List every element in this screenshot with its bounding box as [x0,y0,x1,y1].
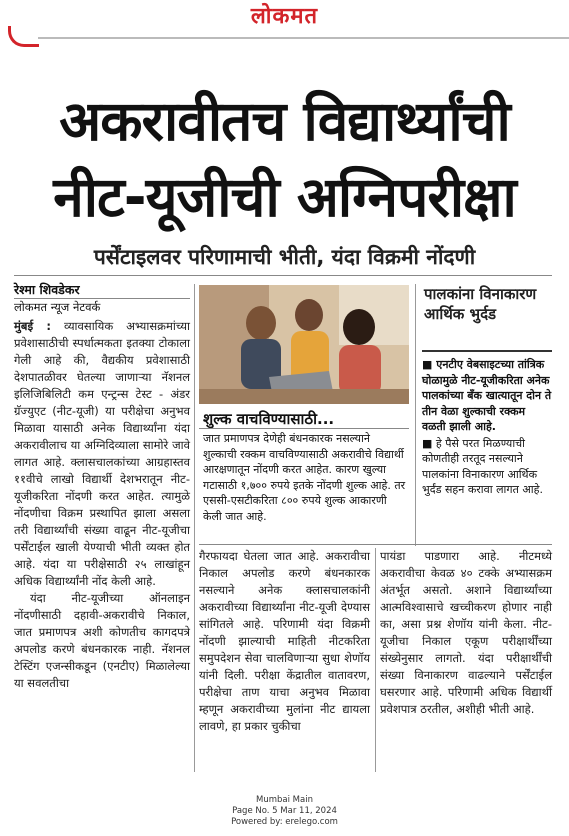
footer-powered-by[interactable]: Powered by: erelego.com [231,817,338,827]
bullet-square-icon: ■ [422,358,437,371]
sidebar-heading: पालकांना विनाकारण आर्थिक भुर्दड [424,285,537,323]
box-title-rule [199,428,409,429]
sidebar-bullet-1 [422,357,552,435]
lower-rule [199,544,552,545]
photo-illustration [199,285,409,404]
sidebar-bullets [422,357,552,499]
sidebar-bullet-2 [422,436,552,498]
sidebar-heading-rule [422,350,552,352]
column1-paragraph-1: व्यावसायिक अभ्यासक्रमांच्या प्रवेशासाठीची स्पर्धात्मकता इतक्या टोकाला गेली आहे की, वैद्यकीय प्रवेशासाठी देशपातळीवर घेतल्या जाणाऱ्या नॅशनल इलिजिबिलिटी कम एन्ट्रन्स टेस्ट - अंडर ग्रॅज्युएट (नीट-यूजी) या परीक्षेचा अनुभव मिळावा यासाठी अनेक विद्यार्थ्यांना यंदा अकरावीलाच या अग्निदिव्याला सामोरे जावे लागत आहे. क्लासचालकांच्या आग्रहास्तव ११वीचे लाखो विद्यार्थी देशभरातून नीट-यूजीकरिता नोंदणी करत आहेत. त्यामुळे नोंदणीचा विक्रम प्रस्थापित झाला असला तरी विद्यार्थ्यांची संख्या वाढून नीट-यूजीचा पर्सेंटाईल खाली येण्याची भीती व्यक्त होत आहे. यंदा या परीक्षेसाठी २५ लाखांहून अधिक विद्यार्थ्यांनी नोंद केली आहे. [14,319,190,588]
column-divider-2 [375,548,376,772]
bullet-square-icon: ■ [422,436,436,450]
subhead-rule [14,275,552,276]
byline-author: रेश्मा शिवडेकर [14,282,80,297]
box-title: शुल्क वाचविण्यासाठी... [203,410,335,428]
column1-paragraph-2: यंदा नीट-यूजीच्या ऑनलाइन नोंदणीसाठी दहावी-अकरावीचे निकाल, जात प्रमाणपत्र अशी कोणतीच कागदपत्रे अपलोड करणे बंधनकारक नाही. नॅशनल टेस्टिंग एजन्सीकडून (एनटीए) मिळालेल्या या सवलतीचा [14,591,190,690]
footer-edition: Mumbai Main [256,795,313,805]
byline-rule [14,298,190,299]
subheadline: पर्सेंटाइलवर परिणामाची भीती, यंदा विक्रमी नोंदणी [93,245,476,269]
headline-line-1: अकरावीतच विद्यार्थ्यांची [59,89,510,153]
headline-line-2: नीट-यूजीची अग्निपरीक्षा [53,165,516,229]
sidebar-bullet-1-text: एनटीए वेबसाइटच्या तांत्रिक घोळामुळे नीट-यूजीकरिता अनेक पालकांच्या बँक खात्यातून दोन ते तीन वेळा शुल्काची रक्कम वळती झाली आहे. [422,358,552,433]
box-body: जात प्रमाणपत्र देणेही बंधनकारक नसल्याने शुल्काची रक्कम वाचविण्यासाठी अकरावीचे विद्यार्थी आरक्षणातून नोंदणी करत आहेत. कारण खुल्या गटासाठी १,७०० रुपये इतके नोंदणी शुल्क आहे. तर एससी-एसटीकरिता ८०० रुपये शुल्क आकारणी केली जात आहे. [203,432,406,523]
dateline: मुंबई : [14,319,51,333]
article-column-2: गैरफायदा घेतला जात आहे. अकरावीचा निकाल अपलोड करणे बंधनकारक नसल्याने अनेक क्लासचालकांनी अकरावीच्या विद्यार्थ्यांना नीट-यूजी देण्यास सांगितले आहे. परिणामी यंदा विक्रमी नोंदणी झाल्याची माहिती नीटकरिता समुपदेशन सेवा चालविणाऱ्या सुधा शेणॉय यांनी दिली. परीक्षा केंद्रातील वातावरण, परीक्षेचा ताण याचा अनुभव मिळावा म्हणून अकरावीच्या मुलांना नीट द्यायला लावणे, हा प्रकार चुकीचा [199,549,370,733]
article-column-1 [14,318,190,692]
article-column-3: पायंडा पाडणारा आहे. नीटमध्ये अकरावीचा केवळ ४० टक्के अभ्यासक्रम अंतर्भूत असतो. अशाने विद्यार्थ्यांच्या आत्मविश्वासाचे खच्चीकरण होणार नाही का, असा प्रश्न शेणॉय यांनी केला. नीट-यूजीचा निकाल एकूण परीक्षार्थींच्या संख्येनुसार लागतो. यंदा परीक्षार्थींची संख्या विनाकारण वाढल्याने पर्सेंटाईल घसरणार आहे. परिणामी अधिक विद्यार्थी प्रवेशपात्र ठरतील, अशीही भीती आहे. [380,549,552,716]
byline-agency: लोकमत न्यूज नेटवर्क [14,300,101,314]
sidebar-divider [415,284,416,546]
column-divider-1 [194,284,195,772]
masthead-logo[interactable]: लोकमत [250,4,319,29]
masthead-rule [38,37,569,39]
sidebar-bullet-2-text: हे पैसे परत मिळण्याची कोणतीही तरतूद नसल्याने पालकांना विनाकारण आर्थिक भुर्दंड सहन करावा लागत आहे. [422,436,543,496]
article-photo [199,285,409,404]
footer-page-date: Page No. 5 Mar 11, 2024 [232,806,337,816]
